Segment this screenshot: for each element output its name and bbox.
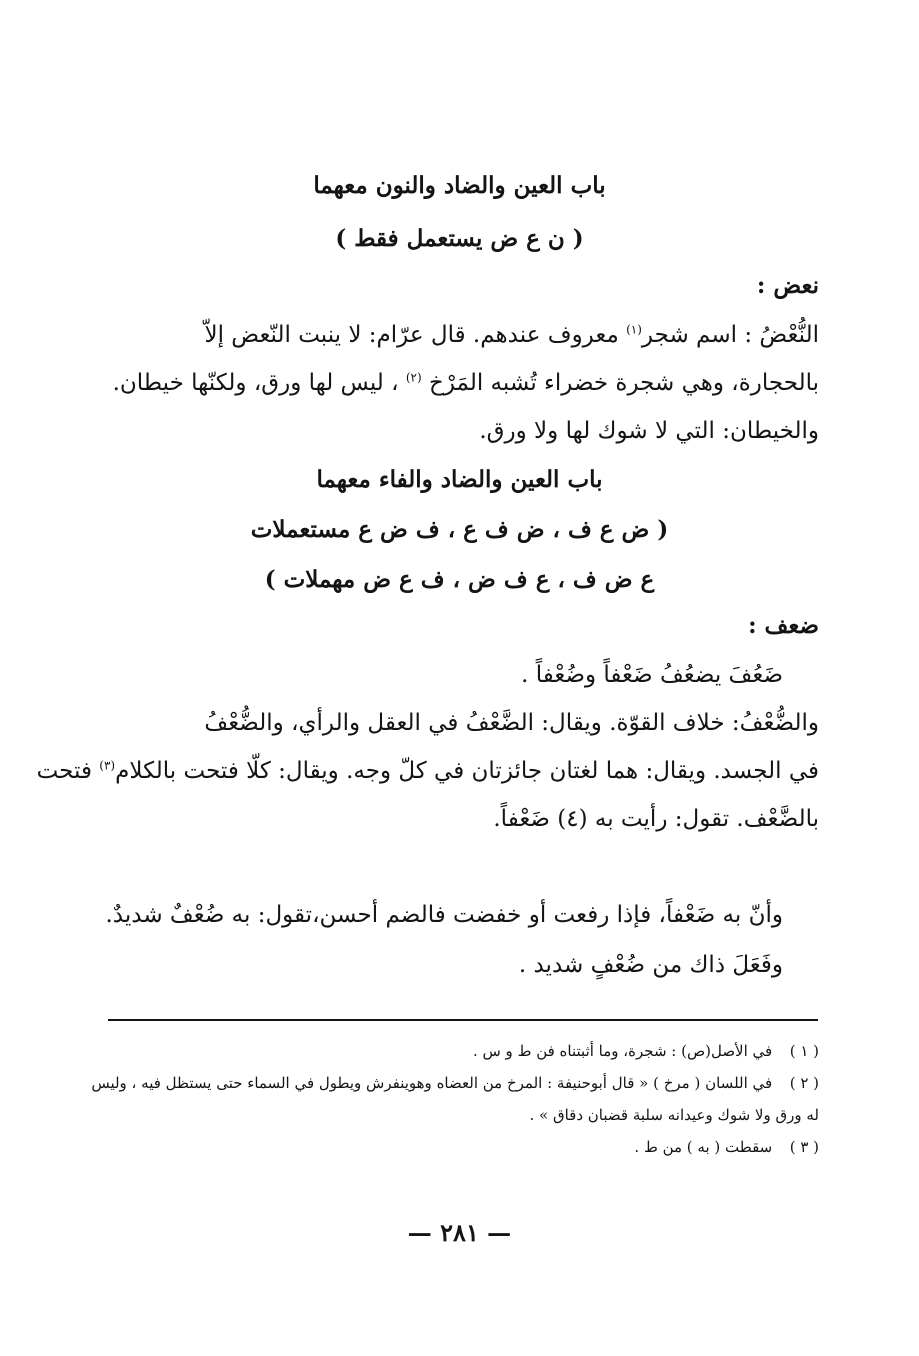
entry2-line-3 xyxy=(36,758,819,784)
footnote-2-number: ( ٢ ) xyxy=(789,1074,819,1092)
entry1-line-1 xyxy=(100,322,819,348)
section-heading-1: باب العين والضاد والنون معهما xyxy=(313,172,606,199)
entry1-line-2-text-b: ، ليس لها ورق، ولكنّها خيطان. xyxy=(112,370,406,396)
entry2-line-3-text-b: فتحت xyxy=(36,758,100,784)
footnote-2-continued xyxy=(100,1106,819,1124)
footnote-ref-3: (٣) xyxy=(99,758,116,773)
entry2-line-4: بالضَّعْف. تقول: رأيت به (٤) ضَعْفاً. xyxy=(493,806,819,832)
section-subheading-2: ( ض ع ف ، ض ف ع ، ف ض ع مستعملات xyxy=(250,516,669,543)
section-subheading-1: ( ن ع ض يستعمل فقط ) xyxy=(335,225,584,252)
page-number: — ٢٨١ — xyxy=(407,1218,512,1247)
footnote-1 xyxy=(100,1042,819,1060)
entry2-line-1: ضَعُفَ يضعُفُ ضَعْفاً وضُعْفاً . xyxy=(521,662,783,688)
footnote-3-number: ( ٣ ) xyxy=(789,1138,819,1156)
entry1-line-1-text-a: النُّعْضُ : اسم شجر xyxy=(641,322,819,348)
section-heading-2: باب العين والضاد والفاء معهما xyxy=(316,466,603,493)
footnote-2 xyxy=(91,1074,819,1092)
entry-label-daaf: ضعف : xyxy=(748,612,819,639)
entry1-line-2 xyxy=(100,370,819,396)
entry-label-naad: نعض : xyxy=(756,272,819,299)
entry2-line-6: وفَعَلَ ذاك من ضُعْفٍ شديد . xyxy=(518,952,783,978)
footnote-2-text: في اللسان ( مرخ ) « قال أبوحنيفة : المرخ من العضاه وهوينفرش ويطول في السماء حتى يستظل فيه ، وليس xyxy=(91,1074,773,1092)
entry1-line-1-text-b: معروف عندهم. قال عرّام: لا ينبت النّعض إلاّ xyxy=(204,322,627,348)
footnote-3-text: سقطت ( به ) من ط . xyxy=(634,1138,773,1156)
entry2-line-3-text-a: في الجسد. ويقال: هما لغتان جائزتان في كلّ وجه. ويقال: كلّا فتحت بالكلام xyxy=(115,758,819,784)
footnote-divider xyxy=(108,1019,818,1021)
footnote-1-text: في الأصل(ص) : شجرة، وما أثبتناه فن ط و س . xyxy=(472,1042,773,1060)
entry2-line-5: وأنّ به ضَعْفاً، فإذا رفعت أو خفضت فالضم أحسن،تقول: به ضُعْفٌ شديدٌ. xyxy=(105,902,783,928)
footnote-ref-2: (٢) xyxy=(405,370,422,385)
footnote-ref-1: (١) xyxy=(626,322,642,337)
entry1-line-3: والخيطان: التي لا شوك لها ولا ورق. xyxy=(479,418,819,444)
footnote-2-continued-text: له ورق ولا شوك وعيدانه سلبة قضبان دقاق » . xyxy=(529,1106,819,1124)
section-subheading-3: ع ض ف ، ع ف ض ، ف ع ض مهملات ) xyxy=(264,566,655,593)
footnote-3 xyxy=(100,1138,819,1156)
footnote-1-number: ( ١ ) xyxy=(789,1042,819,1060)
entry2-line-2: والضُّعْفُ: خلاف القوّة. ويقال: الضَّعْفُ في العقل والرأي، والضُّعْفُ xyxy=(204,710,819,736)
entry1-line-2-text-a: بالحجارة، وهي شجرة خضراء تُشبه المَرْخ xyxy=(421,370,819,396)
